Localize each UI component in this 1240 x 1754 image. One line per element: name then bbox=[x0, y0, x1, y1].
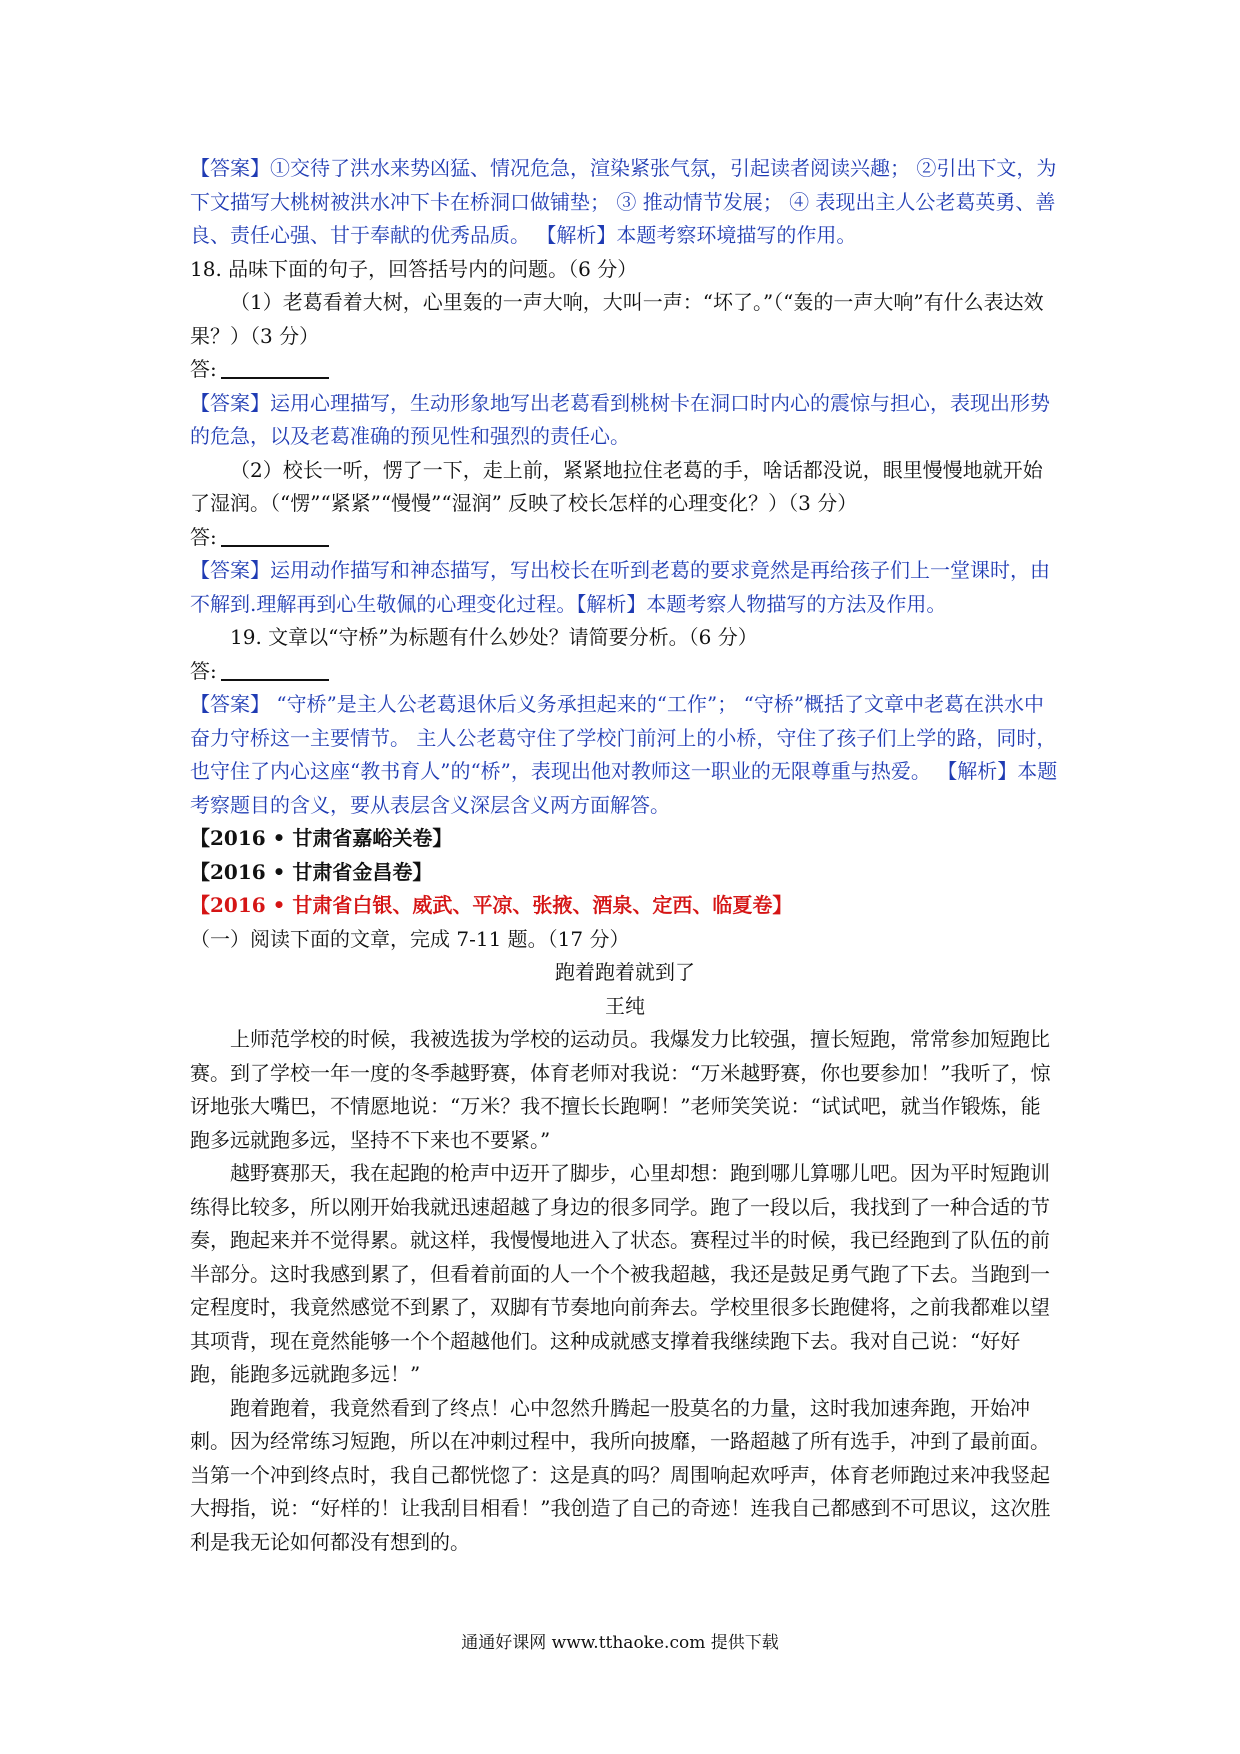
exam-heading-jiayuguan: 【2016 • 甘肃省嘉峪关卷】 bbox=[190, 826, 453, 850]
answer-blank bbox=[221, 525, 329, 547]
article-title: 跑着跑着就到了 bbox=[555, 960, 695, 984]
answer-line-2 bbox=[190, 521, 1060, 555]
article-author: 王纯 bbox=[605, 993, 645, 1018]
article-paragraph-2: 越野赛那天，我在起跑的枪声中迈开了脚步，心里却想：跑到哪儿算哪儿吧。因为平时短跑训练得比较多，所以刚开始我就迅速超越了身边的很多同学。跑了一段以后，我找到了一种合适的节奏，跑起来并不觉得累。就这样，我慢慢地进入了状态。赛程过半的时候，我已经跑到了队伍的前半部分。这时我感到累了，但看着前面的人一个个被我超越，我还是鼓足勇气跑了下去。当跑到一定程度时，我竟然感觉不到累了，双脚有节奏地向前奔去。学校里很多长跑健将，之前我都难以望其项背，现在竟然能够一个个超越他们。这种成就感支撑着我继续跑下去。我对自己说：“好好跑，能跑多远就跑多远！” bbox=[190, 1161, 1050, 1386]
answer-label: 答: bbox=[190, 658, 217, 683]
article-paragraph-3: 跑着跑着，我竟然看到了终点！心中忽然升腾起一股莫名的力量，这时我加速奔跑，开始冲刺。因为经常练习短跑，所以在冲刺过程中，我所向披靡，一路超越了所有选手，冲到了最前面。当第一个冲到终点时，我自己都恍惚了：这是真的吗？周围响起欢呼声，体育老师跑过来冲我竖起大拇指，说：“好样的！让我刮目相看！”我创造了自己的奇迹！连我自己都感到不可思议，这次胜利是我无论如何都没有想到的。 bbox=[190, 1395, 1051, 1554]
question-18: 18. 品味下面的句子，回答括号内的问题。（6 分） bbox=[190, 256, 638, 281]
question-18-1: （1）老葛看着大树，心里轰的一声大响，大叫一声：“坏了。”（“轰的一声大响”有什么表达效果？）（3 分） bbox=[190, 290, 1044, 348]
answer-19: 【答案】 “守桥”是主人公老葛退休后义务承担起来的“工作”； “守桥”概括了文章中老葛在洪水中奋力守桥这一主要情节。 主人公老葛守住了学校门前河上的小桥，守住了孩子们上学的路，同时， 也守住了内心这座“教书育人”的“桥”，表现出他对教师这一职业的无限尊重与热爱。 【解析】本题考察题目的含义，要从表层含义深层含义两方面解答。 bbox=[190, 692, 1058, 817]
answer-18-2: 【答案】运用动作描写和神态描写，写出校长在听到老葛的要求竟然是再给孩子们上一堂课时，由不解到.理解再到心生敬佩的心理变化过程。【解析】本题考察人物描写的方法及作用。 bbox=[190, 558, 1050, 616]
exam-heading-baiyin: 【2016 • 甘肃省白银、威武、平凉、张掖、酒泉、定西、临夏卷】 bbox=[190, 893, 793, 917]
document-body bbox=[190, 152, 1060, 1559]
question-18-2: （2）校长一听，愣了一下，走上前，紧紧地拉住老葛的手，啥话都没说，眼里慢慢地就开始了湿润。（“愣”“紧紧”“慢慢”“湿润” 反映了校长怎样的心理变化？）（3 分） bbox=[190, 457, 1043, 515]
answer-blank bbox=[221, 357, 329, 379]
answer-label: 答: bbox=[190, 357, 217, 381]
exam-heading-jinchang: 【2016 • 甘肃省金昌卷】 bbox=[190, 859, 433, 884]
answer-line-1 bbox=[190, 353, 1060, 387]
answer-label: 答: bbox=[190, 524, 217, 549]
question-19: 19. 文章以“守桥”为标题有什么妙处？请简要分析。（6 分） bbox=[230, 625, 758, 649]
section-instruction: （一）阅读下面的文章，完成 7-11 题。（17 分） bbox=[190, 926, 630, 951]
answer-18-1: 【答案】运用心理描写，生动形象地写出老葛看到桃树卡在洞口时内心的震惊与担心，表现出形势的危急，以及老葛准确的预见性和强烈的责任心。 bbox=[190, 390, 1050, 448]
answer-17: 【答案】①交待了洪水来势凶猛、情况危急，渲染紧张气氛，引起读者阅读兴趣； ②引出下文，为下文描写大桃树被洪水冲下卡在桥洞口做铺垫； ③ 推动情节发展； ④ 表现出主人公老葛英勇、善良、责任心强、甘于奉献的优秀品质。 【解析】本题考察环境描写的作用。 bbox=[190, 156, 1057, 247]
article-paragraph-1: 上师范学校的时候，我被选拔为学校的运动员。我爆发力比较强，擅长短跑，常常参加短跑比赛。到了学校一年一度的冬季越野赛，体育老师对我说：“万米越野赛，你也要参加！”我听了，惊讶地张大嘴巴，不情愿地说：“万米？我不擅长长跑啊！”老师笑笑说：“试试吧，就当作锻炼，能跑多远就跑多远，坚持不下来也不要紧。” bbox=[190, 1027, 1051, 1152]
answer-blank bbox=[221, 659, 329, 681]
answer-line-3 bbox=[190, 655, 1060, 689]
page-footer: 通通好课网 www.tthaoke.com 提供下载 bbox=[461, 1633, 779, 1653]
